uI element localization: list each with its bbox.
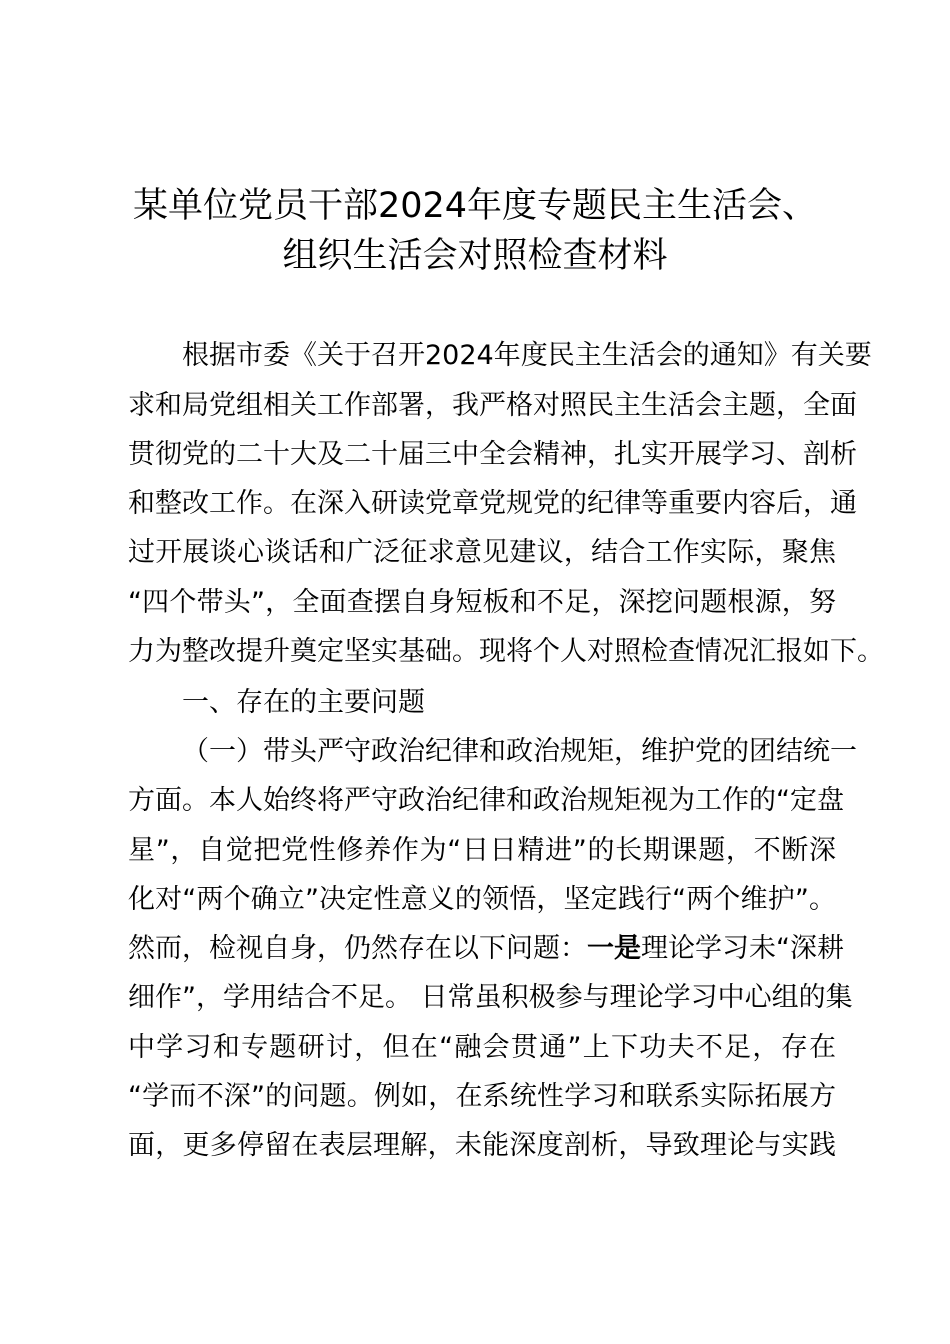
document-title-line-2: 组织生活会对照检查材料 <box>282 236 668 276</box>
paragraph-line-with-bold-lead <box>128 933 844 965</box>
paragraph-line: 根据市委《关于召开2024年度民主生活会的通知》有关要 <box>182 340 872 371</box>
paragraph-line: 中学习和专题研讨，但在“融会贯通”上下功夫不足，存在 <box>128 1032 836 1063</box>
paragraph-line: 细作”，学用结合不足。 日常虽积极参与理论学习中心组的集 <box>128 982 853 1013</box>
paragraph-line: “四个带头”，全面查摆自身短板和不足，深挖问题根源，努 <box>128 587 836 618</box>
paragraph-line: “学而不深”的问题。例如，在系统性学习和联系实际拓展方 <box>128 1081 836 1112</box>
paragraph-line: 求和局党组相关工作部署，我严格对照民主生活会主题，全面 <box>128 390 857 421</box>
paragraph-line: 化对“两个确立”决定性意义的领悟，坚定践行“两个维护”。 <box>128 884 836 915</box>
paragraph-line: 贯彻党的二十大及二十届三中全会精神，扎实开展学习、剖析 <box>128 439 857 470</box>
paragraph-line: 方面。本人始终将严守政治纪律和政治规矩视为工作的“定盘 <box>128 785 844 816</box>
paragraph-line: 力为整改提升奠定坚实基础。现将个人对照检查情况汇报如下。 <box>128 636 884 667</box>
paragraph-line: （一）带头严守政治纪律和政治规矩，维护党的团结统一 <box>182 736 857 767</box>
paragraph-line: 面，更多停留在表层理解，未能深度剖析，导致理论与实践 <box>128 1130 836 1161</box>
section-heading: 一、存在的主要问题 <box>182 687 425 718</box>
paragraph-line: 过开展谈心谈话和广泛征求意见建议，结合工作实际，聚焦 <box>128 537 836 568</box>
paragraph-line: 和整改工作。在深入研读党章党规党的纪律等重要内容后，通 <box>128 488 857 519</box>
paragraph-line: 星”，自觉把党性修养作为“日日精进”的长期课题，不断深 <box>128 835 836 866</box>
line-text-post: 理论学习未“深耕 <box>641 933 844 964</box>
line-text-pre: 然而，检视自身，仍然存在以下问题： <box>128 933 587 964</box>
document-title-line-1: 某单位党员干部2024年度专题民主生活会、 <box>132 186 818 226</box>
bold-point-label: 一是 <box>587 933 641 964</box>
